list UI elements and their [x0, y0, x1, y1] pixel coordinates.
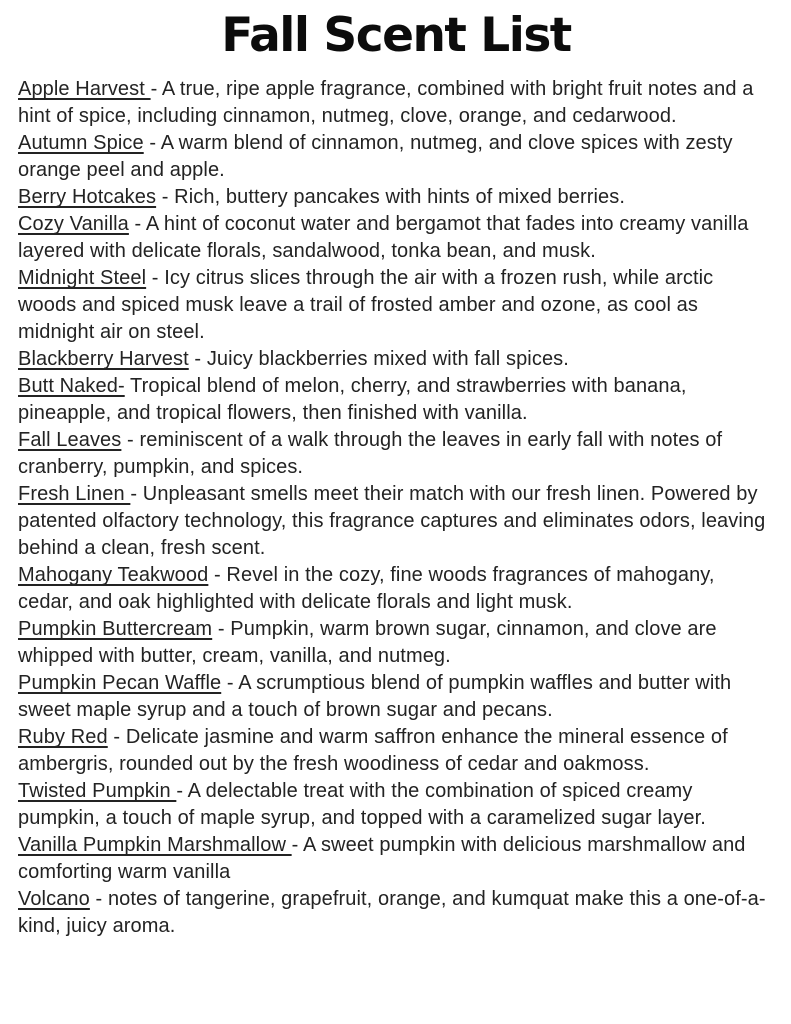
- scent-name: Volcano: [18, 888, 90, 910]
- scent-entry: [18, 616, 774, 670]
- scent-description: - Revel in the cozy, fine woods fragrances of mahogany, cedar, and oak highlighted with delicate florals and light musk.: [18, 564, 721, 613]
- scent-name: Cozy Vanilla: [18, 213, 129, 235]
- scent-name: Apple Harvest: [18, 78, 151, 100]
- scent-entry: [18, 130, 774, 184]
- scent-entry: [18, 346, 774, 373]
- scent-entry: [18, 670, 774, 724]
- scent-name: Berry Hotcakes: [18, 186, 157, 208]
- scent-name: Twisted Pumpkin: [18, 780, 177, 802]
- scent-description: - Unpleasant smells meet their match with our fresh linen. Powered by patented olfactory technology, this fragrance captures and eliminates odors, leaving behind a clean, fresh scent.: [18, 483, 772, 559]
- page-title: Fall Scent List: [221, 8, 571, 63]
- scent-description: Tropical blend of melon, cherry, and strawberries with banana, pineapple, and tropical flowers, then finished with vanilla.: [18, 375, 693, 424]
- scent-name: Fall Leaves: [18, 429, 122, 451]
- scent-name: Pumpkin Buttercream: [18, 618, 213, 640]
- scent-description: - Delicate jasmine and warm saffron enhance the mineral essence of ambergris, rounded out by the fresh woodiness of cedar and oakmoss.: [18, 726, 734, 775]
- scent-entry: [18, 778, 774, 832]
- scent-name: Midnight Steel: [18, 267, 147, 289]
- scent-description: - A warm blend of cinnamon, nutmeg, and clove spices with zesty orange peel and apple.: [18, 132, 739, 181]
- scent-name: Pumpkin Pecan Waffle: [18, 672, 222, 694]
- scent-name: Autumn Spice: [18, 132, 144, 154]
- scent-description: - Juicy blackberries mixed with fall spices.: [188, 348, 569, 370]
- scent-description: - A sweet pumpkin with delicious marshmallow and comforting warm vanilla: [18, 834, 752, 883]
- scent-description: - Pumpkin, warm brown sugar, cinnamon, and clove are whipped with butter, cream, vanilla, and nutmeg.: [18, 618, 723, 667]
- scent-name: Blackberry Harvest: [18, 348, 189, 370]
- scent-name: Vanilla Pumpkin Marshmallow: [18, 834, 292, 856]
- scent-description: - Rich, buttery pancakes with hints of mixed berries.: [156, 186, 626, 208]
- scent-description: - A true, ripe apple fragrance, combined with bright fruit notes and a hint of spice, including cinnamon, nutmeg, clove, orange, and cedarwood.: [18, 78, 760, 127]
- scent-entry: [18, 724, 774, 778]
- scent-list: [18, 76, 774, 940]
- scent-entry: [18, 184, 774, 211]
- scent-description: - A scrumptious blend of pumpkin waffles and butter with sweet maple syrup and a touch of brown sugar and pecans.: [18, 672, 737, 721]
- scent-description: - reminiscent of a walk through the leaves in early fall with notes of cranberry, pumpkin, and spices.: [18, 429, 728, 478]
- scent-entry: [18, 562, 774, 616]
- scent-description: - notes of tangerine, grapefruit, orange, and kumquat make this a one-of-a-kind, juicy aroma.: [18, 888, 766, 937]
- scent-name: Ruby Red: [18, 726, 108, 748]
- scent-name: Mahogany Teakwood: [18, 564, 209, 586]
- scent-entry: [18, 76, 774, 130]
- scent-description: - A hint of coconut water and bergamot that fades into creamy vanilla layered with delicate florals, sandalwood, tonka bean, and musk.: [18, 213, 755, 262]
- scent-entry: [18, 481, 774, 562]
- scent-entry: [18, 373, 774, 427]
- scent-entry: [18, 886, 774, 940]
- scent-name: Fresh Linen: [18, 483, 131, 505]
- scent-entry: [18, 832, 774, 886]
- scent-description: - A delectable treat with the combination of spiced creamy pumpkin, a touch of maple syrup, and topped with a caramelized sugar layer.: [18, 780, 706, 829]
- scent-description: - Icy citrus slices through the air with a frozen rush, while arctic woods and spiced musk leave a trail of frosted amber and ozone, as cool as midnight air on steel.: [18, 267, 719, 343]
- scent-entry: [18, 265, 774, 346]
- scent-entry: [18, 211, 774, 265]
- scent-name: Butt Naked-: [18, 375, 125, 397]
- scent-entry: [18, 427, 774, 481]
